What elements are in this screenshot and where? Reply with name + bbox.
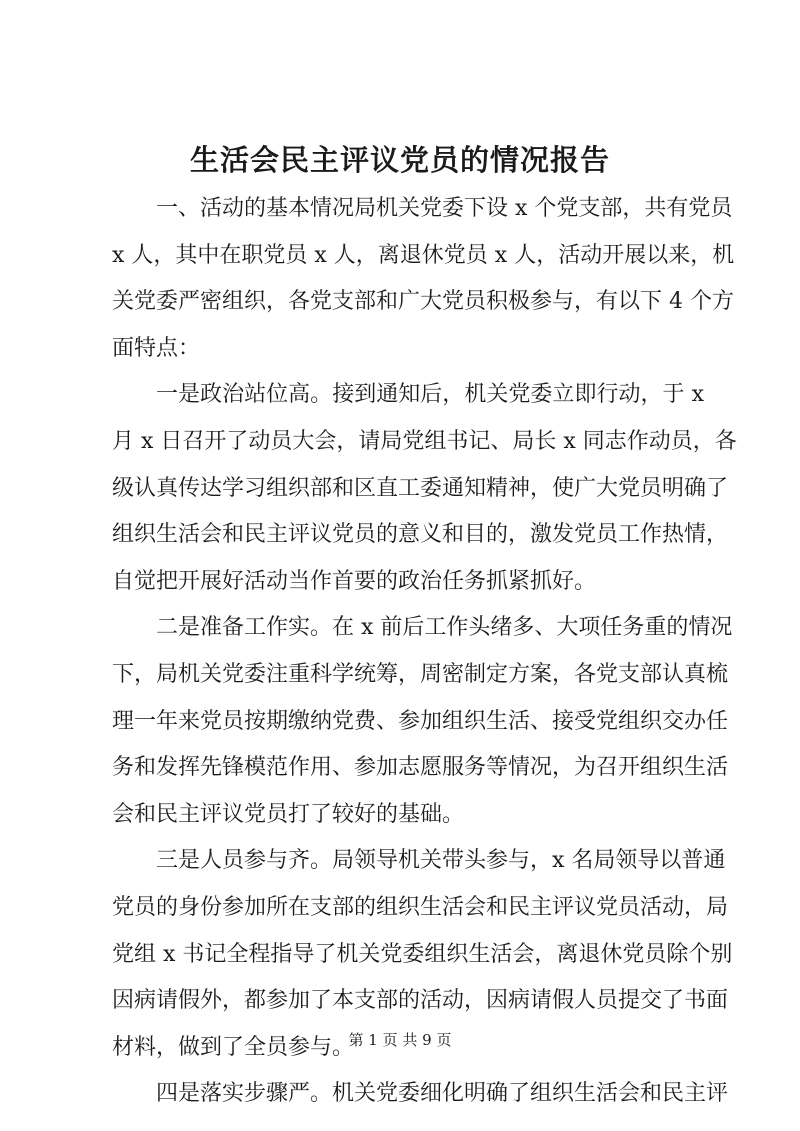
paragraph-line: 关党委严密组织，各党支部和广大党员积极参与，有以下 4 个方 [112,289,734,315]
paragraph-line: 下，局机关党委注重科学统筹，周密制定方案，各党支部认真梳 [112,661,729,687]
paragraph-line: 因病请假外，都参加了本支部的活动，因病请假人员提交了书面 [112,988,729,1014]
document-title: 生活会民主评议党员的情况报告 [189,143,610,177]
paragraph-line: 二是准备工作实。在 x 前后工作头绪多、大项任务重的情况 [156,615,733,641]
paragraph-line: 自觉把开展好活动当作首要的政治任务抓紧抓好。 [112,568,597,594]
page-footer: 第 1 页 共 9 页 [348,1031,452,1049]
paragraph-line: 一是政治站位高。接到通知后，机关党委立即行动，于 x [156,382,704,408]
paragraph-line: 级认真传达学习组织部和区直工委通知精神，使广大党员明确了 [112,475,729,501]
paragraph-line: 四是落实步骤严。机关党委细化明确了组织生活会和民主评 [156,1081,729,1107]
paragraph-line: 党组 x 书记全程指导了机关党委组织生活会，离退休党员除个别 [112,941,733,967]
document-body [112,186,737,1118]
paragraph-line: 党员的身份参加所在支部的组织生活会和民主评议党员活动，局 [112,894,729,920]
paragraph-line: 月 x 日召开了动员大会，请局党组书记、局长 x 同志作动员，各 [112,428,737,454]
paragraph-line: 面特点： [112,335,201,361]
paragraph-line: 组织生活会和民主评议党员的意义和目的，激发党员工作热情， [112,522,729,548]
paragraph-line: 务和发挥先锋模范作用、参加志愿服务等情况，为召开组织生活 [112,755,729,781]
paragraph-line: x 人，其中在职党员 x 人，离退休党员 x 人，活动开展以来，机 [112,242,735,268]
paragraph-line: 一、活动的基本情况局机关党委下设 x 个党支部，共有党员 [156,196,733,221]
paragraph-line: 材料，做到了全员参与。 [112,1034,355,1060]
paragraph-line: 三是人员参与齐。局领导机关带头参与，x 名局领导以普通 [156,848,726,874]
paragraph-line: 会和民主评议党员打了较好的基础。 [112,801,465,827]
paragraph-line: 理一年来党员按期缴纳党费、参加组织生活、接受党组织交办任 [112,708,729,734]
